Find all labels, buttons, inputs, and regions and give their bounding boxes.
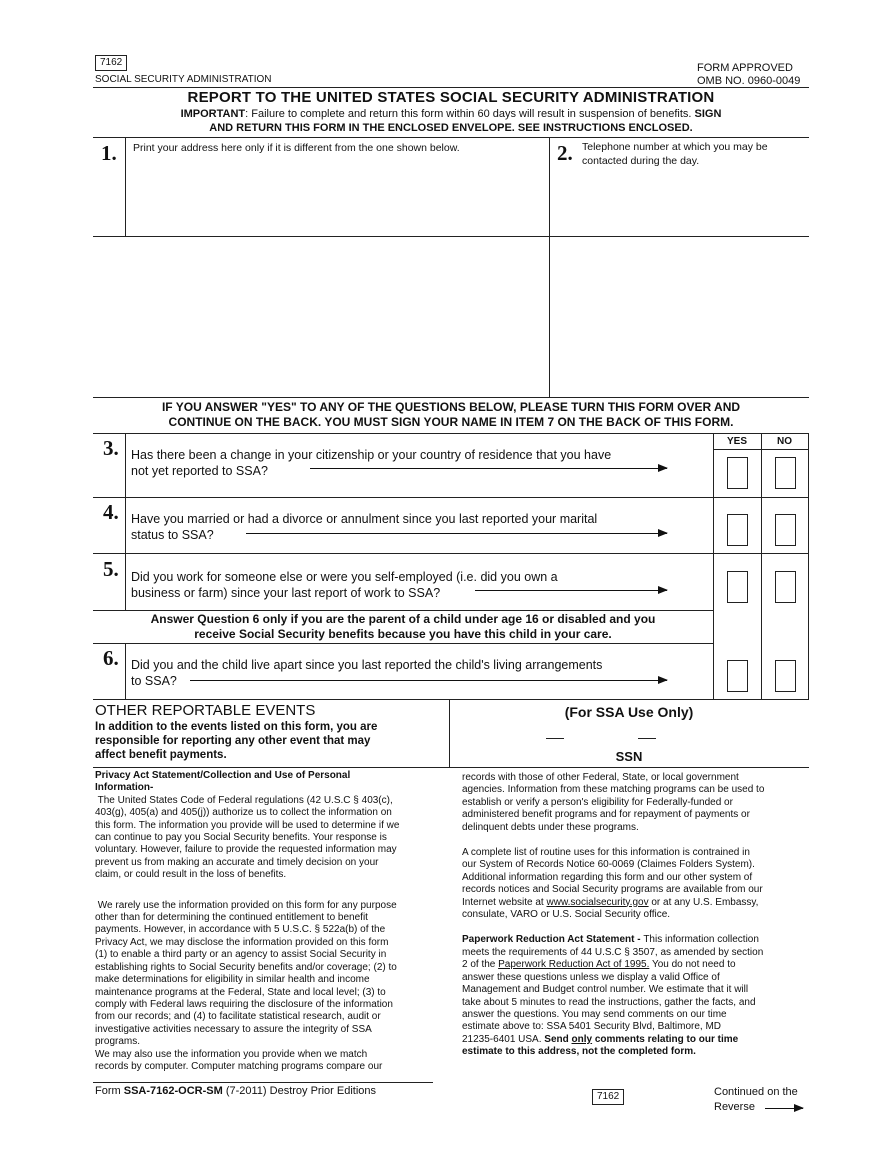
footer-form-number-box: 7162 [592, 1089, 624, 1105]
yes-column-header: YES [726, 436, 747, 447]
mailing-address-area [95, 240, 545, 394]
question4-arrow [246, 533, 667, 534]
question3-line1: Has there been a change in your citizenship or your country of residence that you have [131, 448, 612, 462]
reverse-label: Reverse [714, 1101, 755, 1113]
item2-number: 2. [557, 141, 573, 165]
item1-number: 1. [101, 141, 117, 165]
important-notice-line2: AND RETURN THIS FORM IN THE ENCLOSED ENVELOPE. SEE INSTRUCTIONS ENCLOSED. [209, 122, 693, 134]
question3-number: 3. [103, 436, 119, 460]
no-column-header: NO [777, 436, 792, 447]
item2-label-line2: contacted during the day. [582, 155, 700, 167]
question4-number: 4. [103, 500, 119, 524]
question3-arrow [310, 468, 667, 469]
question6-arrow [190, 680, 667, 681]
question5-line1: Did you work for someone else or were you self-employed (i.e. did you own a [131, 570, 558, 584]
form-approved: FORM APPROVED [697, 62, 793, 74]
question4-line1: Have you married or had a divorce or annulment since you last reported your marital [131, 512, 598, 526]
q6-yes-checkbox[interactable] [727, 660, 748, 692]
telephone-field[interactable] [552, 170, 807, 234]
yes-instruction: IF YOU ANSWER "YES" TO ANY OF THE QUESTIONS BELOW, PLEASE TURN THIS FORM OVER AND CONTINUE ON THE BACK. YOU MUST SIGN YOUR NAME IN ITEM 7 ON THE BACK OF THIS FORM. [161, 400, 741, 429]
other-events-text: In addition to the events listed on this form, you are responsible for reporting any other event that may affect benefit payments. [95, 721, 378, 761]
question3-line2: not yet reported to SSA? [131, 464, 268, 478]
item1-label: Print your address here only if it is different from the one shown below. [133, 142, 460, 154]
continued-arrow-icon [765, 1108, 803, 1109]
other-events-title: OTHER REPORTABLE EVENTS [95, 702, 316, 719]
form-id-footer: Form SSA-7162-OCR-SM (7-2011) Destroy Prior Editions [95, 1085, 377, 1097]
item2-label-line1: Telephone number at which you may be [582, 141, 768, 153]
question5-line2: business or farm) since your last report of work to SSA? [131, 586, 441, 600]
agency-name: SOCIAL SECURITY ADMINISTRATION [95, 74, 272, 85]
question6-number: 6. [103, 646, 119, 670]
matching-programs-text: records with those of other Federal, State, or local government agencies. Information from these matching programs can be used to establish or verify a person's eligibility for Federally-funded or administered benefit programs and for repayment of payments or delinquent debts under these programs. A complete list of routine uses for this information is contrained in our System of Records Notice 60-0069 (Claimes Folders System). Additional information regarding this form and our other system of records notices and Social Security programs are available from our Internet website at www.socialsecurity.gov or at any U.S. Embassy, consulate, VARO or U.S. Social Security office. Paperwork Reduction Act Statement - This information collection meets the requirements of 44 U.S.C § 3507, as amended by section 2 of the Paperwork Reduction Act of 1995. You do not need to answer these questions unless we display a valid Office of Management and Budget control number. We estimate that it will take about 5 minutes to read the instructions, gather the facts, and answer the questions. You may send comments on our time estimate above to: SSA 5401 Security Blvd, Baltimore, MD 21235-6401 USA. Send only comments relating to our time estimate to this address, not the completed form. [462, 772, 765, 1058]
q3-yes-checkbox[interactable] [727, 457, 748, 489]
question6-line2: to SSA? [131, 674, 177, 688]
page-title: REPORT TO THE UNITED STATES SOCIAL SECURITY ADMINISTRATION [187, 89, 715, 106]
q3-no-checkbox[interactable] [775, 457, 796, 489]
question6-line1: Did you and the child live apart since you last reported the child's living arrangements [131, 658, 603, 672]
ssn-label: SSN [615, 749, 643, 764]
ssa-use-title: (For SSA Use Only) [564, 704, 694, 720]
question4-line2: status to SSA? [131, 528, 214, 542]
question5-number: 5. [103, 557, 119, 581]
privacy-statement: Privacy Act Statement/Collection and Use of Personal Information- The United States Code of Federal regulations (42 U.S.C § 403(c), 403(g), 405(a) and 405(j)) authorize us to collect the information on this form. The information you provide will be used to determine if we can continue to pay you Social Security benefits. Your response is voluntary. However, failure to provide the requested information may prevent us from making an accurate and timely decision on your claim, or could result in the loss of benefits. We rarely use the information provided on this form for any purpose other than for determining the continued entitlement to benefit payments. However, in accordance with 5 U.S.C. § 522a(b) of the Privacy Act, we may disclose the information provided on this form (1) to enable a third party or an agency to assist Social Security in establishing rights to Social Security benefits and/or coverage; (2) to make determinations for eligibility in similar health and income maintenance programs at the Federal, State and local level; (3) to comply with Federal laws requiring the disclosure of the information from our records; and (4) to facilitate statistical research, audit or investigative activities necessary to assure the integrity of SSA programs. We may also use the information you provide when we match records by computer. Computer matching programs compare our [95, 770, 400, 1072]
address-field[interactable] [127, 156, 547, 234]
question6-note: Answer Question 6 only if you are the parent of a child under age 16 or disabled and you receive Social Security benefits because you have this child in your care. [150, 612, 656, 641]
form-number-box: 7162 [95, 55, 127, 71]
q4-yes-checkbox[interactable] [727, 514, 748, 546]
question5-arrow [475, 590, 667, 591]
q4-no-checkbox[interactable] [775, 514, 796, 546]
q6-no-checkbox[interactable] [775, 660, 796, 692]
ssa-website-link[interactable]: www.socialsecurity.gov [546, 896, 649, 908]
q5-yes-checkbox[interactable] [727, 571, 748, 603]
continued-label: Continued on the [714, 1086, 798, 1098]
q5-no-checkbox[interactable] [775, 571, 796, 603]
omb-number: OMB NO. 0960-0049 [697, 75, 801, 87]
important-notice: IMPORTANT: Failure to complete and return this form within 60 days will result in suspension of benefits. SIGN [180, 108, 722, 120]
